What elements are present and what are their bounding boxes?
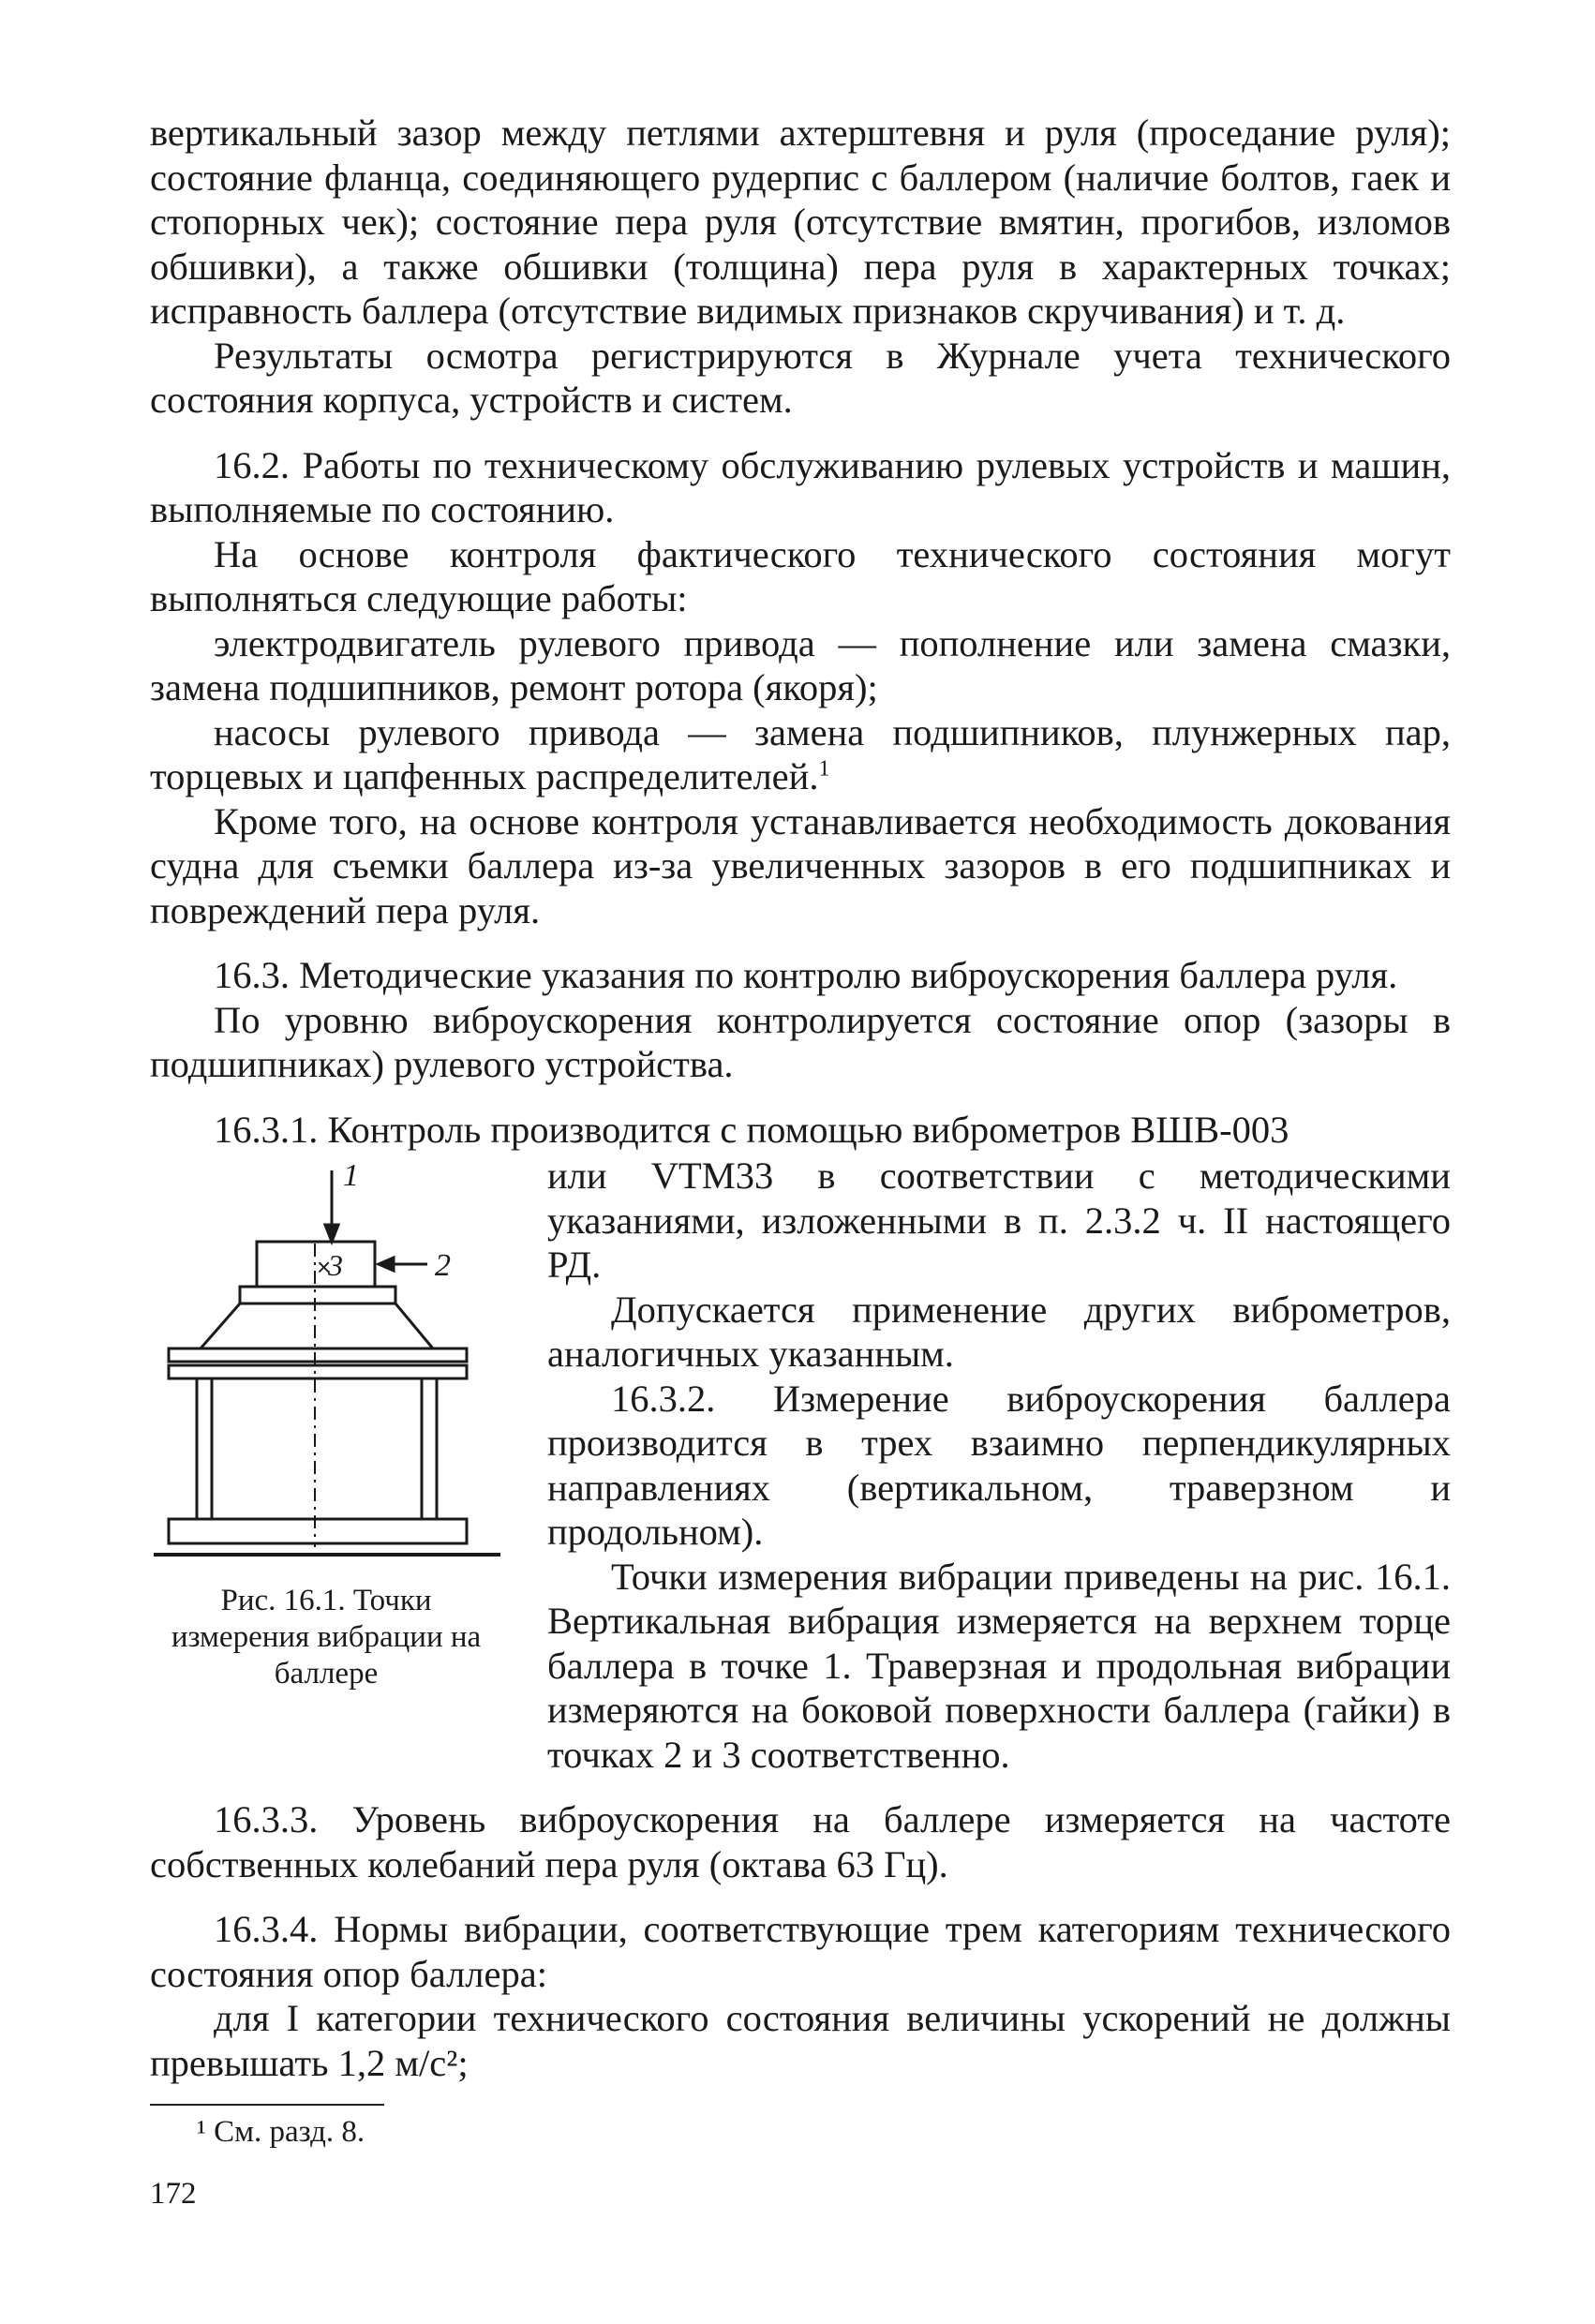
footnote: ¹ См. разд. 8. xyxy=(197,2115,365,2149)
plate-top xyxy=(240,1287,395,1304)
paragraph xyxy=(150,710,1451,799)
section-16-3-4: 16.3.4. Нормы вибрации, соответствующие трем категориям технического состояния опор баллера: xyxy=(150,1908,1451,1995)
section-16-3-3: 16.3.3. Уровень виброускорения на баллере измеряется на частоте собственных колебаний пера руля (октава 63 Гц). xyxy=(150,1798,1451,1885)
figure-block xyxy=(150,1154,1451,1777)
section-heading-16-3-1: 16.3.1. Контроль производится с помощью виброметров ВШВ-003 xyxy=(214,1108,1289,1151)
figure-16-1 xyxy=(150,1154,517,1777)
label-2: 2 xyxy=(435,1248,451,1283)
paragraph: вертикальный зазор между петлями ахтерштевня и руля (проседание руля); состояние фланца, соединяющего рудерпис с баллером (наличие болтов, гаек и стопорных чек); состояние пера руля (отсутствие вмятин, прогибов, изломов обшивки), а также обшивки (толщина) пера руля в характерных точках; исправность баллера (отсутствие видимых признаков скручивания) и т. д. xyxy=(150,112,1451,332)
paragraph: Точки измерения вибрации приведены на рис. 16.1. Вертикальная вибрация измеряется на верхнем торце баллера в точке 1. Траверзная и продольная вибрации измеряются на боковой поверхности баллера (гайки) в точках 2 и 3 соответственно. xyxy=(547,1555,1451,1776)
flange-1 xyxy=(169,1348,467,1362)
point-3-mark: × xyxy=(317,1253,332,1281)
page-number: 172 xyxy=(150,2177,197,2211)
paragraph: Допускается применение других виброметров, аналогичных указанным. xyxy=(547,1288,1451,1375)
section-16-3-2: 16.3.2. Измерение виброускорения баллера производится в трех взаимно перпендикулярных направлениях (вертикальном, траверзном и продольном). xyxy=(547,1377,1451,1553)
paragraph: Результаты осмотра регистрируются в Журнале учета технического состояния корпуса, устройств и систем. xyxy=(150,334,1451,421)
section-heading-16-2: 16.2. Работы по техническому обслуживанию рулевых устройств и машин, выполняемые по состоянию. xyxy=(150,443,1451,530)
figure-side-text xyxy=(547,1154,1451,1777)
arrow-1-head xyxy=(325,1225,338,1242)
flange-2 xyxy=(169,1365,467,1378)
page-body xyxy=(150,111,1451,2212)
paragraph: для I категории технического состояния величины ускорений не должны превышать 1,2 м/с²; xyxy=(150,1997,1451,2084)
label-1: 1 xyxy=(343,1158,359,1193)
flange-bottom xyxy=(169,1519,467,1543)
paragraph: По уровню виброускорения контролируется состояние опор (зазоры в подшипниках) рулевого устройства. xyxy=(150,998,1451,1085)
footnote-divider xyxy=(150,2104,384,2106)
label-3: 3 xyxy=(328,1248,343,1282)
paragraph: электродвигатель рулевого привода — пополнение или замена смазки, замена подшипников, ремонт ротора (якоря); xyxy=(150,621,1451,708)
cone xyxy=(201,1304,433,1348)
paragraph: Кроме того, на основе контроля устанавливается необходимость докования судна для съемки баллера из-за увеличенных зазоров в его подшипниках и повреждений пера руля. xyxy=(150,799,1451,931)
paragraph: На основе контроля фактического технического состояния могут выполняться следующие работы: xyxy=(150,532,1451,619)
arrow-2-head xyxy=(379,1258,394,1271)
section-heading-16-3: 16.3. Методические указания по контролю виброускорения баллера руля. xyxy=(214,954,1398,996)
rudder-stock-drawing xyxy=(154,1154,500,1575)
figure-caption: Рис. 16.1. Точки измерения вибрации на баллере xyxy=(171,1584,482,1691)
paragraph: или VTM33 в соответствии с методическими указаниями, изложенными в п. 2.3.2 ч. II настоящего РД. xyxy=(547,1155,1451,1286)
footnote-mark: 1 xyxy=(818,756,830,782)
paragraph-text: насосы рулевого привода — замена подшипников, плунжерных пар, торцевых и цапфенных распределителей. xyxy=(150,710,1451,797)
